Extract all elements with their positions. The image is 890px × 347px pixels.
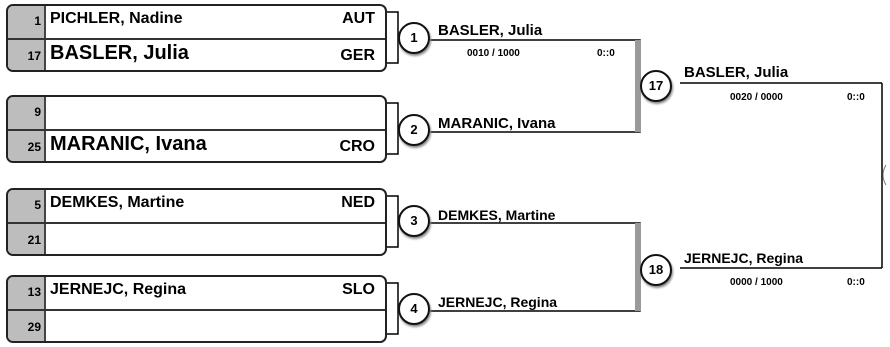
match-winner: DEMKES, Martine (438, 207, 556, 223)
match-winner: MARANIC, Ivana (438, 115, 556, 132)
player-name: PICHLER, Nadine (50, 10, 183, 27)
seed-number: 5 (34, 198, 41, 212)
match-score: 0010 / 1000 (467, 48, 520, 59)
match-number-circle: 3 (398, 205, 430, 237)
match-winner: BASLER, Julia (684, 64, 789, 81)
seed-number: 17 (27, 49, 41, 63)
player-country: GER (340, 47, 375, 64)
player-name: DEMKES, Martine (50, 194, 185, 211)
player-country: AUT (342, 10, 375, 27)
match-winner: JERNEJC, Regina (684, 250, 804, 266)
seed-number: 9 (34, 105, 41, 119)
player-country: NED (341, 194, 375, 211)
seed-number: 1 (34, 14, 41, 28)
match-number-circle: 1 (398, 22, 430, 54)
player-country: SLO (342, 281, 375, 298)
seed-number: 29 (27, 320, 41, 334)
match-number-circle: 2 (398, 114, 430, 146)
player-name: BASLER, Julia (50, 42, 189, 64)
player-name: MARANIC, Ivana (50, 133, 207, 155)
player-country: CRO (339, 138, 375, 155)
seed-number: 13 (27, 285, 41, 299)
player-name: JERNEJC, Regina (50, 281, 187, 298)
seed-number: 25 (27, 140, 41, 154)
match-number-circle: 18 (640, 254, 672, 286)
match-time: 0::0 (847, 92, 865, 103)
match-time: 0::0 (847, 277, 865, 288)
match-number-circle: 17 (640, 70, 672, 102)
match-winner: JERNEJC, Regina (438, 294, 558, 310)
seed-number: 21 (27, 233, 41, 247)
match-number-circle: 4 (398, 293, 430, 325)
match-time: 0::0 (597, 48, 615, 59)
match-winner: BASLER, Julia (438, 22, 543, 39)
match-score: 0000 / 1000 (730, 277, 783, 288)
match-score: 0020 / 0000 (730, 92, 783, 103)
